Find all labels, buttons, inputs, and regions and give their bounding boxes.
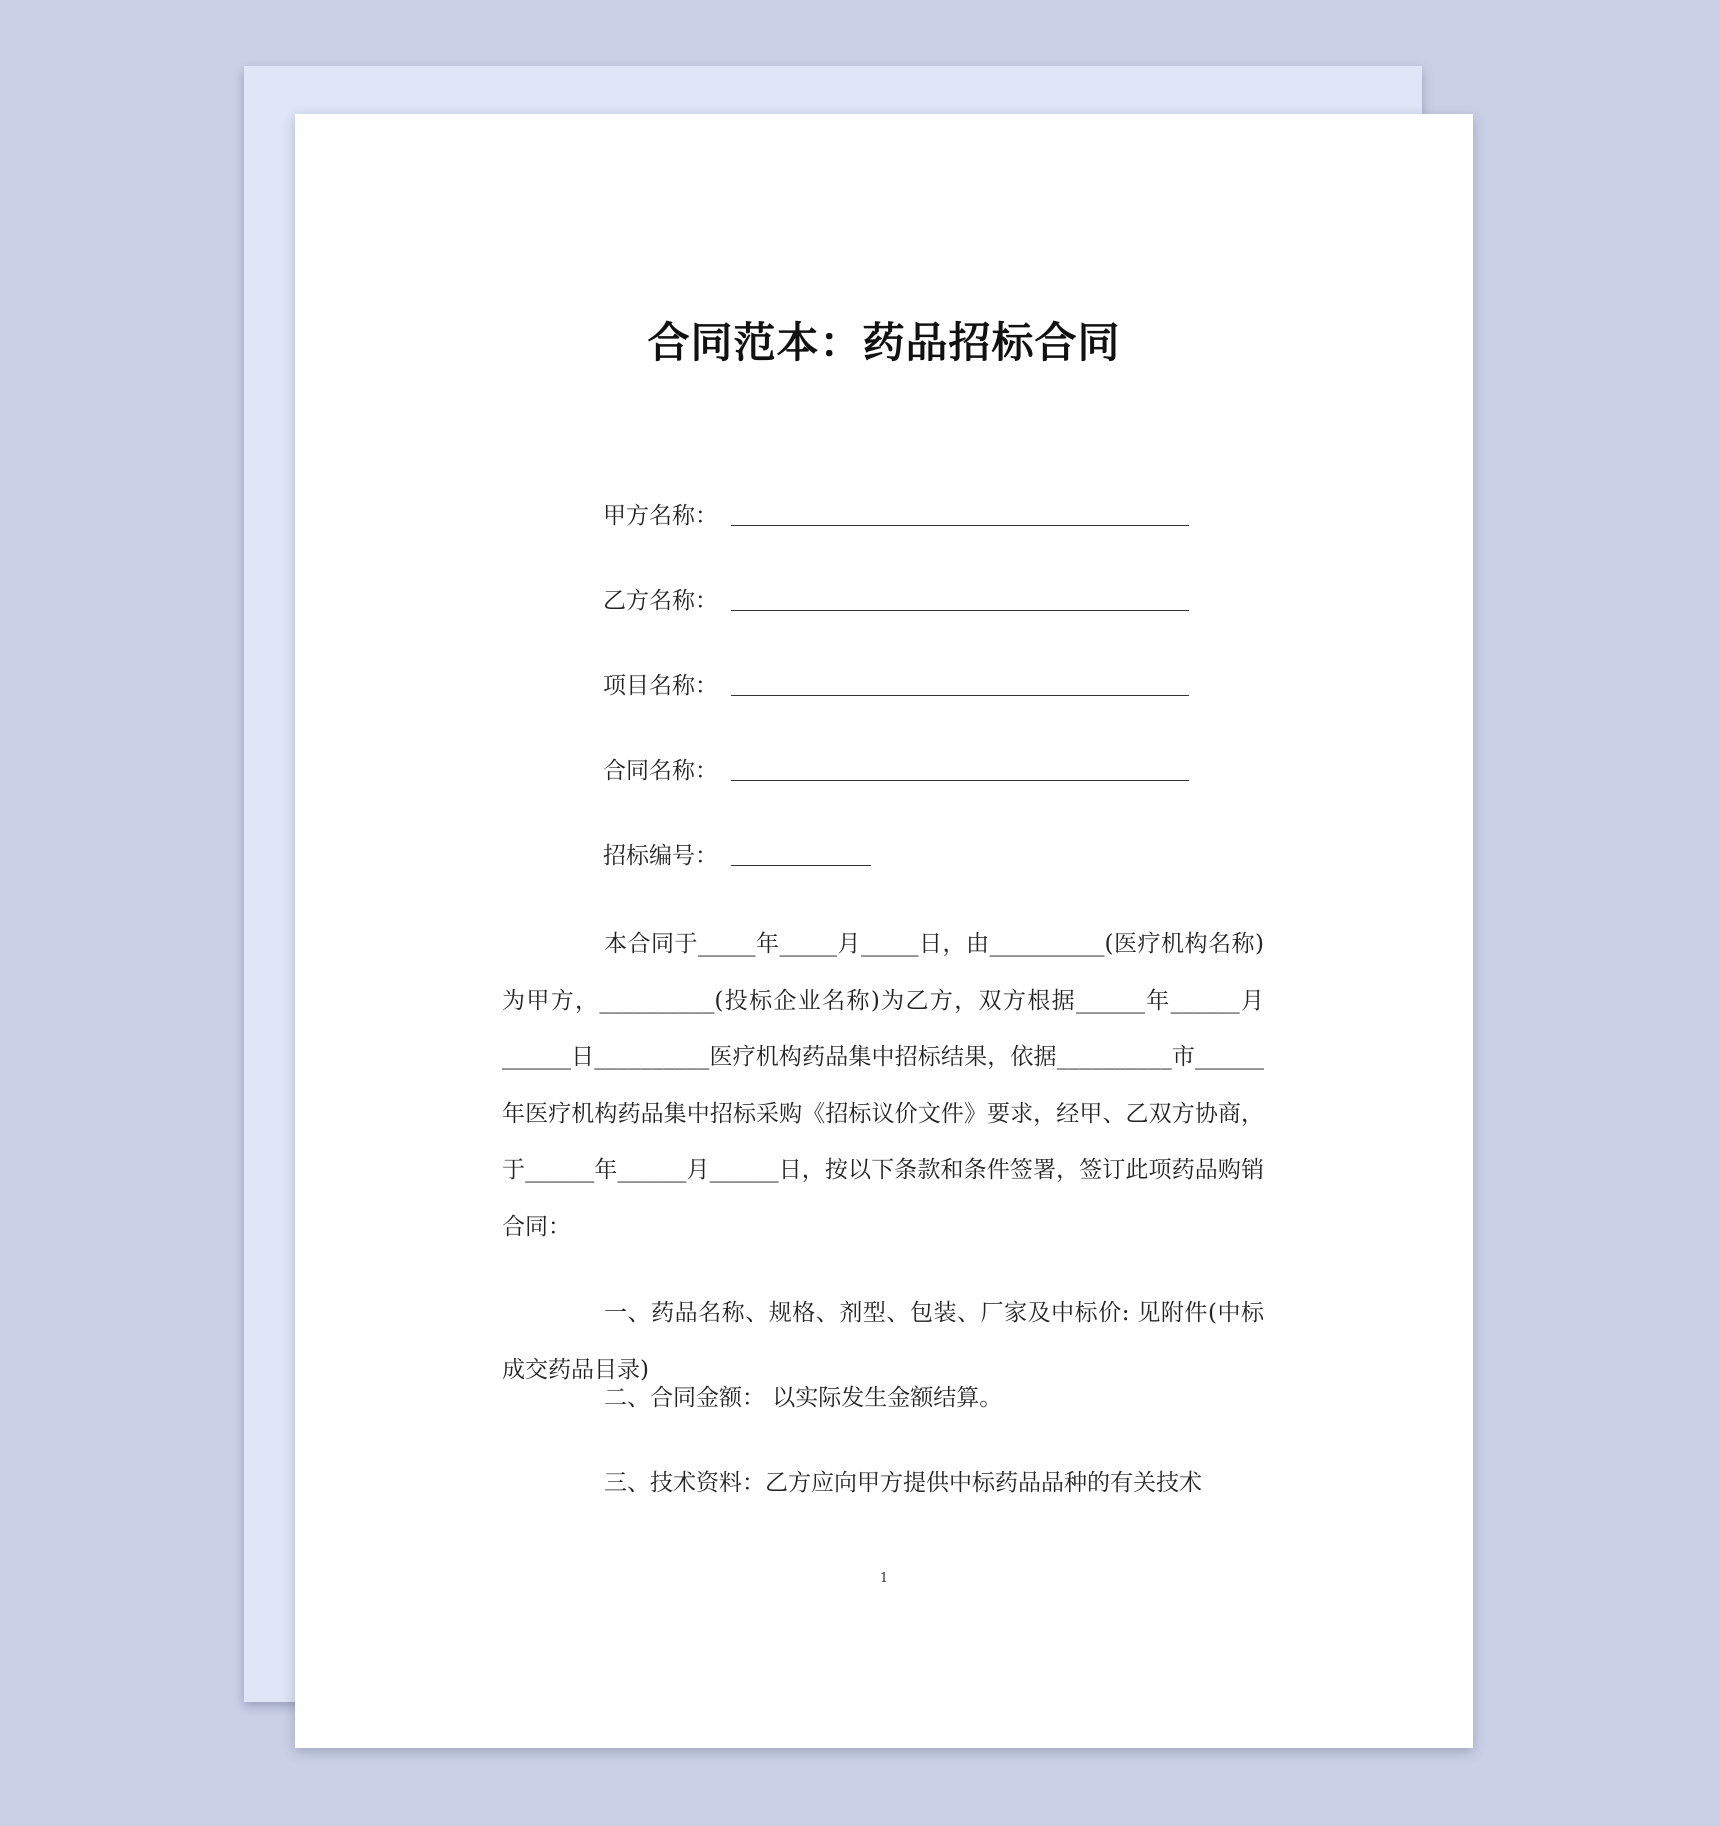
page-number: 1: [879, 1571, 889, 1586]
bid-number-field: [603, 845, 718, 868]
intro-paragraph: 本合同于_____年_____月_____日，由__________(医疗机构名称)为甲方，__________(投标企业名称)为乙方，双方根据______年______月______日__________医疗机构药品集中招标结果，依据__________市______年医疗机构药品集中招标采购《招标议价文件》要求，经甲、乙双方协商，于______年______月______日，按以下条款和条件签署，签订此项药品购销合同：: [502, 931, 1264, 1240]
clause-3-paragraph: 三、技术资料：乙方应向甲方提供中标药品品种的有关技术: [604, 1470, 1202, 1496]
contract-blank-line: [731, 780, 1189, 781]
bid-number-blank-line: [731, 865, 871, 866]
bid-number-label: 招标编号：: [603, 843, 718, 869]
project-field: [603, 675, 718, 698]
document-page: [295, 114, 1473, 1748]
party-b-blank-line: [731, 610, 1189, 611]
contract-field: [603, 760, 718, 783]
project-label: 项目名称：: [603, 673, 718, 699]
party-a-blank-line: [731, 525, 1189, 526]
clause-1-paragraph: 一、药品名称、规格、剂型、包装、厂家及中标价: 见附件(中标成交药品目录): [502, 1300, 1264, 1383]
document-title: 合同范本：药品招标合同: [647, 318, 1121, 367]
party-b-label: 乙方名称：: [603, 588, 718, 614]
project-blank-line: [731, 695, 1189, 696]
party-b-field: [603, 590, 718, 613]
contract-label: 合同名称：: [603, 758, 718, 784]
party-a-label: 甲方名称：: [603, 503, 718, 529]
party-a-field: [603, 505, 718, 528]
clause-2-paragraph: 二、合同金额： 以实际发生金额结算。: [604, 1385, 1003, 1411]
